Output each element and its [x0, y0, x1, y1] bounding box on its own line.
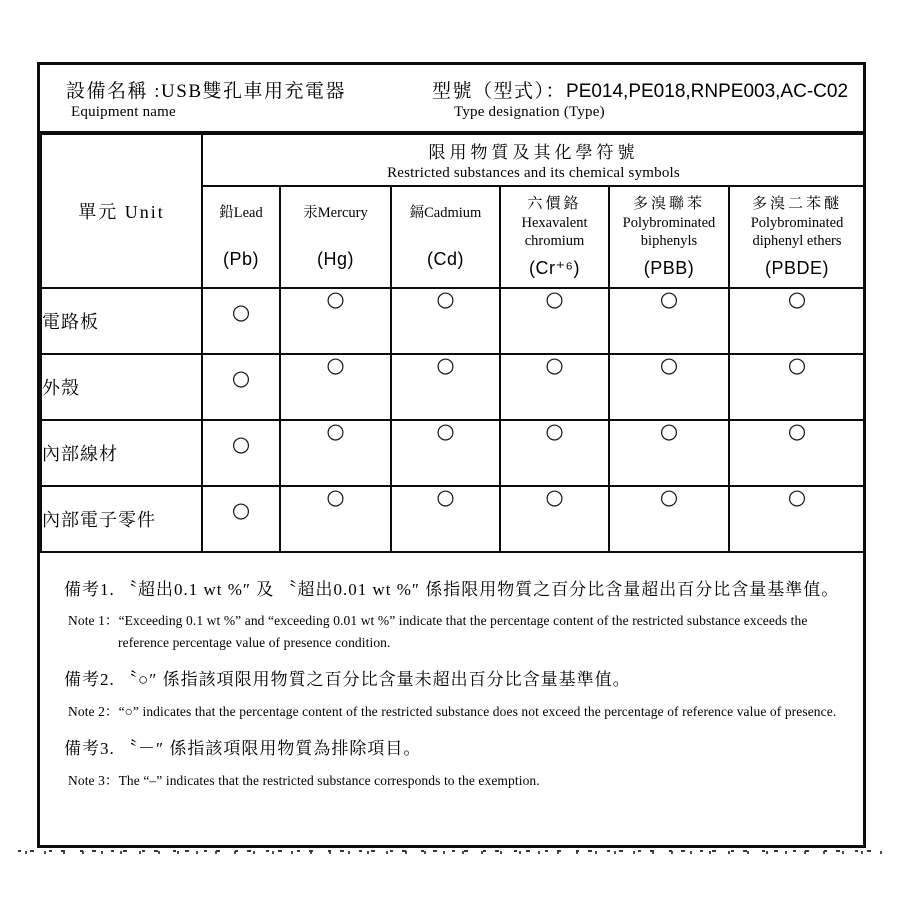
column-header-mercury: 汞Mercury (Hg)	[280, 186, 391, 288]
table-row-circuit-board	[41, 288, 865, 354]
restricted-substances-header-en: Restricted substances and its chemical symbols	[387, 165, 680, 181]
column-header-cadmium: 鎘Cadmium (Cd)	[391, 186, 500, 288]
substance-mark: ○	[280, 354, 391, 420]
substance-mark: ○	[280, 486, 391, 552]
substance-mark: ○	[729, 288, 865, 354]
component-name: 電路板	[41, 288, 202, 354]
substance-mark: ○	[202, 486, 280, 552]
substance-mark: ○	[280, 420, 391, 486]
substance-mark: ○	[202, 420, 280, 486]
substance-mark: ○	[609, 486, 729, 552]
substance-mark: ○	[391, 486, 500, 552]
note-2-en: Note 2：“○” indicates that the percentage content of the restricted substance does not exceed the percentage of reference value of presence.	[68, 703, 837, 719]
substance-mark: ○	[391, 420, 500, 486]
table-row-casing	[41, 354, 865, 420]
substance-mark: ○	[500, 486, 609, 552]
column-header-lead: 鉛Lead (Pb)	[202, 186, 280, 288]
type-designation-value: PE014,PE018,RNPE003,AC-C02	[566, 80, 849, 102]
component-name: 內部電子零件	[41, 486, 202, 552]
substance-mark: ○	[280, 288, 391, 354]
restricted-substances-header-zh: 限用物質及其化學符號	[428, 143, 639, 162]
substance-mark: ○	[391, 354, 500, 420]
clipped-text-line	[18, 850, 886, 854]
restricted-substances-header	[202, 134, 865, 186]
note-1-zh: 備考1. 〝超出0.1 wt %″ 及 〝超出0.01 wt %″ 係指限用物質之百分比含量超出百分比含量基準值。	[64, 580, 840, 599]
substance-mark: ○	[609, 354, 729, 420]
note-3-zh: 備考3. 〝－″ 係指該項限用物質為排除項目。	[64, 739, 422, 759]
substance-mark: ○	[202, 354, 280, 420]
substance-mark: ○	[729, 486, 865, 552]
equipment-name-line	[66, 76, 406, 103]
table-row-internal-electronic-parts	[41, 486, 865, 552]
substance-mark: ○	[729, 420, 865, 486]
equipment-name-value: USB雙孔車用充電器	[161, 80, 346, 102]
note-3-en: Note 3：The “–” indicates that the restricted substance corresponds to the exemption.	[68, 772, 540, 788]
component-name: 外殼	[41, 354, 202, 420]
substance-mark: ○	[729, 354, 865, 420]
type-designation-line	[432, 76, 848, 103]
symbol-cd: (Cd)	[427, 248, 464, 269]
substance-mark: ○	[500, 354, 609, 420]
type-designation-label: 型號（型式）：	[432, 80, 567, 102]
group-header-row	[41, 134, 865, 186]
symbol-cr6: (Cr⁺⁶)	[529, 258, 580, 278]
table-row-internal-wiring	[41, 420, 865, 486]
note-1-en: Note 1：“Exceeding 0.1 wt %” and “exceeding 0.01 wt %” indicate that the percentage content of the restricted substance exceeds the reference percentage value of presence condition.	[68, 613, 808, 650]
declaration-table-frame	[37, 62, 866, 848]
column-header-hexavalent-chromium: 六價鉻 Hexavalent chromium (Cr⁺⁶)	[500, 186, 609, 288]
column-header-pbde: 多溴二苯醚 Polybrominated diphenyl ethers (PBDE)	[729, 186, 865, 288]
substance-mark: ○	[609, 420, 729, 486]
substance-mark: ○	[609, 288, 729, 354]
substance-mark: ○	[500, 420, 609, 486]
equipment-name-sublabel: Equipment name	[71, 103, 176, 120]
component-name: 內部線材	[41, 420, 202, 486]
restricted-substances-table	[40, 133, 866, 553]
column-header-pbb: 多溴聯苯 Polybrominated biphenyls (PBB)	[609, 186, 729, 288]
equipment-name-label: 設備名稱 :	[66, 80, 162, 102]
symbol-pbb: (PBB)	[643, 258, 695, 278]
symbol-hg: (Hg)	[317, 248, 354, 269]
document-header-row	[40, 65, 863, 133]
substance-mark: ○	[202, 288, 280, 354]
type-designation-sublabel: Type designation (Type)	[454, 103, 605, 120]
notes-section	[40, 553, 863, 791]
equipment-name-block	[66, 76, 406, 121]
symbol-pbde: (PBDE)	[765, 258, 830, 278]
symbol-pb: (Pb)	[222, 248, 259, 269]
note-2-zh: 備考2. 〝○″ 係指該項限用物質之百分比含量未超出百分比含量基準值。	[64, 670, 631, 690]
substance-mark: ○	[500, 288, 609, 354]
substance-mark: ○	[391, 288, 500, 354]
unit-column-header: 單元 Unit	[41, 134, 202, 288]
type-designation-block	[432, 76, 848, 121]
